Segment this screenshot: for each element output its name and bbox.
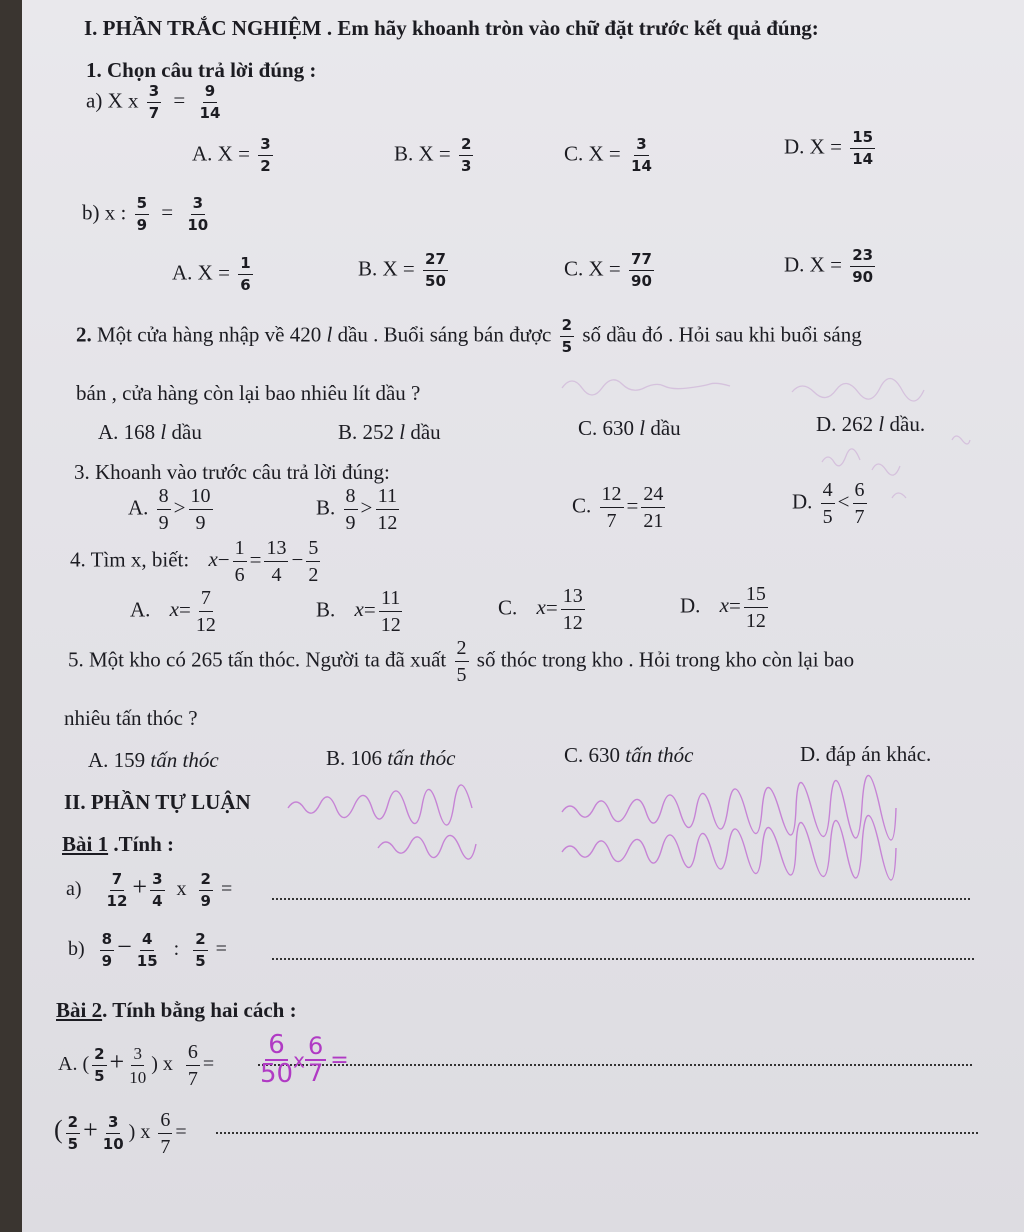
- bai2-a-expression: A. ( $\frac{2}{5}$ + $\frac{3}{10}$ ) x $\frac{6}{7}$ =: [58, 1041, 215, 1090]
- q1b-equation: b) x : $\frac{5}{9}$ = $\frac{3}{10}$: [82, 194, 209, 234]
- q5-option-b[interactable]: B. 106 tấn thóc: [326, 746, 456, 770]
- q4-question: 4. Tìm x, biết: x− $\frac{1}{6}$ = $\frac{13}{4}$ − $\frac{5}{2}$: [70, 537, 319, 586]
- q1b-lead: b) x :: [82, 200, 127, 225]
- q1a-option-b[interactable]: B. X = $\frac{2}{3}$: [394, 135, 472, 175]
- q3-option-a[interactable]: A. $\frac{8}{9}$ > $\frac{10}{9}$: [128, 485, 211, 534]
- q1b-frac2: $\frac{3}{10}$: [187, 194, 209, 234]
- q1b-option-b[interactable]: B. X = $\frac{27}{50}$: [358, 250, 446, 290]
- q1a-lead: a) X x: [86, 88, 139, 113]
- bai2-title: Bài 2. Tính bằng hai cách :: [56, 998, 297, 1022]
- q1b-option-d[interactable]: D. X = $\frac{23}{90}$: [784, 246, 874, 286]
- q4-option-c[interactable]: C. x= $\frac{13}{12}$: [498, 585, 583, 634]
- q2-question-line2: bán , cửa hàng còn lại bao nhiêu lít dầu ?: [76, 381, 421, 405]
- part2-heading: II. PHẦN TỰ LUẬN: [64, 790, 251, 814]
- q1a-option-a[interactable]: A. X = $\frac{3}{2}$: [192, 135, 271, 175]
- q1a-equation: a) X x $\frac{3}{7}$ = $\frac{9}{14}$: [86, 82, 221, 122]
- q5-option-d[interactable]: D. đáp án khác.: [800, 742, 932, 766]
- q5-fraction: $\frac{2}{5}$: [456, 637, 467, 686]
- q2-fraction: $\frac{2}{5}$: [561, 316, 573, 356]
- q2-question: 2. Một cửa hàng nhập về 420 l dầu . Buổi sáng bán được $\frac{2}{5}$ số dầu đó . Hỏi sau khi buổi sáng: [76, 316, 862, 356]
- q5-question: 5. Một kho có 265 tấn thóc. Người ta đã xuất $\frac{2}{5}$ số thóc trong kho . Hỏi trong kho còn lại bao: [68, 637, 855, 686]
- q1a-option-c[interactable]: C. X = $\frac{3}{14}$: [564, 135, 652, 175]
- q5-option-a[interactable]: A. 159 tấn thóc: [88, 748, 219, 772]
- q2-option-a[interactable]: A. 168 l dầu: [98, 420, 202, 444]
- q4-option-b[interactable]: B. x= $\frac{11}{12}$: [316, 587, 401, 636]
- handwritten-answer: $\frac{6}{50}$ x $\frac{6}{7}$ =: [260, 1030, 349, 1090]
- q1b-option-a[interactable]: A. X = $\frac{1}{6}$: [172, 254, 251, 294]
- q3-option-b[interactable]: B. $\frac{8}{9}$ > $\frac{11}{12}$: [316, 485, 398, 534]
- q3-option-d[interactable]: D. $\frac{4}{5}$ < $\frac{6}{7}$: [792, 479, 865, 528]
- q4-option-d[interactable]: D. x= $\frac{15}{12}$: [680, 583, 766, 632]
- q2-option-c[interactable]: C. 630 l dầu: [578, 416, 681, 440]
- part1-heading-bold: I. PHẦN TRẮC NGHIỆM: [84, 16, 322, 40]
- q4-option-a[interactable]: A. x= $\frac{7}{12}$: [130, 587, 216, 636]
- bai2-b-expression: ( $\frac{2}{5}$ + $\frac{3}{10}$ ) x $\frac{6}{7}$ =: [54, 1109, 187, 1158]
- q5-option-c[interactable]: C. 630 tấn thóc: [564, 743, 694, 767]
- q1-label: 1. Chọn câu trả lời đúng :: [86, 58, 317, 82]
- q2-option-b[interactable]: B. 252 l dầu: [338, 420, 441, 444]
- q2-option-d[interactable]: D. 262 l dầu.: [816, 412, 926, 436]
- bai1-title: Bài 1 .Tính :: [62, 832, 175, 856]
- q1b-option-c[interactable]: C. X = $\frac{77}{90}$: [564, 250, 652, 290]
- bai1-b-expression: b) $\frac{8}{9}$ − $\frac{4}{15}$ : $\frac{2}{5}$ =: [68, 930, 227, 970]
- worksheet-page: [22, 0, 1024, 1232]
- q1a-option-d[interactable]: D. X = $\frac{15}{14}$: [784, 128, 874, 168]
- bai1-a-expression: a) $\frac{7}{12}$ + $\frac{3}{4}$ x $\frac{2}{9}$ =: [66, 870, 233, 910]
- q1a-frac2: $\frac{9}{14}$: [199, 82, 221, 122]
- q3-option-c[interactable]: C. $\frac{12}{7}$ = $\frac{24}{21}$: [572, 483, 664, 532]
- q1a-frac1: $\frac{3}{7}$: [148, 82, 160, 122]
- q5-question-line2: nhiêu tấn thóc ?: [64, 706, 198, 730]
- show-through-scribbles: [22, 0, 1024, 1232]
- q3-label: 3. Khoanh vào trước câu trả lời đúng:: [74, 460, 390, 484]
- part1-heading-rest: . Em hãy khoanh tròn vào chữ đặt trước kết quả đúng:: [321, 16, 819, 40]
- q1b-frac1: $\frac{5}{9}$: [136, 194, 148, 234]
